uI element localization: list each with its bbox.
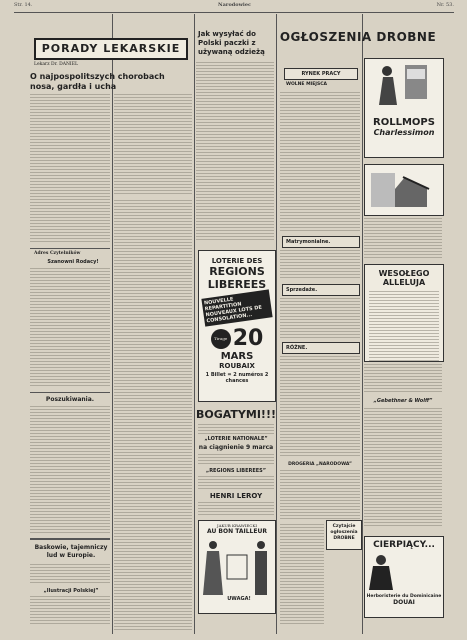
wesolego-box	[364, 264, 444, 362]
rollmops-ad	[364, 58, 444, 158]
tailor-note: UWAGA!	[227, 596, 251, 602]
rynek-title: RYNEK PRACY	[301, 71, 341, 77]
porady-banner	[34, 38, 188, 60]
porady-banner-text: PORADY LEKARSKIE	[41, 42, 181, 55]
box3-sub: „Ilustracji Polskiej”	[43, 588, 99, 594]
column-rule	[362, 14, 363, 634]
lottery-tirage-badge: Tirage	[211, 329, 231, 349]
tailor-figures-icon	[199, 535, 275, 605]
tailor-owner: JAKUB KRAWIECKI	[217, 523, 257, 528]
classified-text	[280, 470, 360, 520]
classified-text	[280, 92, 360, 232]
article-text	[30, 94, 110, 244]
porady-headline: O najpospolitszych chorobach nosa, gardła i ucha	[30, 72, 165, 91]
section-rule	[30, 538, 110, 540]
rollmops-woman-icon	[365, 59, 443, 119]
bogatymi-sub3: „REGIONS LIBEREES”	[205, 468, 267, 474]
box2-title: Poszukiwania.	[45, 396, 95, 403]
classified-text	[364, 408, 442, 528]
lottery-month: MARS	[220, 351, 254, 362]
column-rule	[276, 14, 277, 634]
box1-title: Adres Czytelników	[34, 251, 81, 256]
bogatymi-sub1: „LOTERIE NATIONALE”	[204, 436, 268, 442]
article-text	[198, 476, 274, 490]
lottery-day: 20	[232, 326, 264, 351]
header-center: Narodowiec	[218, 2, 252, 8]
wolne-title: WOLNE MIEJSCA	[286, 82, 327, 87]
column-rule	[194, 14, 195, 634]
bogatymi-title: BOGATYMI!!!	[196, 408, 276, 421]
lottery-title-1: LOTERIE DES	[211, 257, 263, 265]
rollmops-brand: Charlessimon	[373, 128, 435, 137]
column-rule	[112, 14, 113, 634]
cytajcie-title: Czytajcie ogłoszenia DROBNE	[330, 524, 358, 541]
lottery-title-2: REGIONS	[209, 265, 265, 278]
matrymonialne-title: Matrymonialne.	[286, 239, 331, 245]
sprzedaze-title: Sprzedaże.	[286, 287, 318, 293]
herboristerie-title: Herboristerie du Dominicaine	[366, 594, 442, 599]
article-text	[196, 62, 274, 242]
article-text	[198, 502, 274, 516]
classified-text	[280, 298, 360, 338]
box1-sub: Szanowni Rodacy!	[47, 259, 99, 265]
author-line: Lekarz Dr. DANIEL	[34, 62, 78, 67]
article-text	[30, 268, 110, 388]
article-text	[114, 94, 192, 194]
cierpiacy-title: CIERPIĄCY...	[373, 540, 435, 550]
drogeria-title: DROGERIA „NARODOWA”	[288, 462, 352, 467]
section-rule	[30, 392, 110, 393]
page-header	[14, 2, 454, 13]
lottery-stamp: NOUVELLE REPARTITION NOUVEAUX LOTS DE CONSOLATION...	[201, 289, 272, 326]
lottery-price: 1 Billet = 2 numéros 2 chances	[205, 372, 269, 384]
classified-text	[280, 356, 360, 456]
classified-text	[280, 524, 324, 624]
rozne-box	[282, 342, 360, 354]
lottery-title-3: LIBEREES	[207, 278, 267, 291]
wesolego-title: WESOŁEGO ALLELUJA	[378, 269, 430, 287]
douai-title: DOUAI	[393, 599, 415, 606]
cytajcie-box	[326, 520, 362, 550]
classified-text	[364, 218, 442, 258]
cierpiacy-ad	[364, 536, 444, 618]
tailor-name: AU BON TAILLEUR	[207, 528, 267, 535]
article-text	[114, 200, 192, 630]
header-left: Str. 14.	[14, 2, 33, 8]
classified-text	[280, 250, 360, 280]
header-right: Nr. 53.	[436, 2, 454, 8]
rozne-title: RÓŻNE.	[286, 345, 308, 351]
classified-text	[369, 291, 439, 361]
rollmops-title: ROLLMOPS	[373, 117, 435, 128]
sprzedaze-box	[282, 284, 360, 296]
gebethner-title: „Gebethner & Wolff”	[373, 398, 433, 404]
article-text	[198, 424, 274, 434]
rynek-box	[284, 68, 358, 80]
article-text	[198, 454, 274, 466]
matrymonialne-box	[282, 236, 360, 248]
box3-title: Baskowie, tajemniczy lud w Europie.	[34, 544, 108, 559]
paczki-headline: Jak wysyłać do Polski paczki z używaną odzieżą	[198, 30, 265, 56]
article-text	[30, 564, 110, 584]
nun-figure-icon	[365, 550, 443, 590]
ogloszenia-banner: OGŁOSZENIA DROBNE	[279, 30, 437, 44]
article-text	[30, 406, 110, 534]
bogatymi-sub2: na ciągnienie 9 marca	[198, 444, 274, 451]
bogatymi-name: HENRI LEROY	[209, 492, 263, 500]
house-icon	[365, 165, 443, 215]
lottery-ad	[198, 250, 276, 402]
lottery-city: ROUBAIX	[219, 362, 255, 370]
section-rule	[30, 248, 110, 249]
house-ad	[364, 164, 444, 216]
article-text	[30, 596, 110, 626]
classified-text	[364, 364, 442, 394]
